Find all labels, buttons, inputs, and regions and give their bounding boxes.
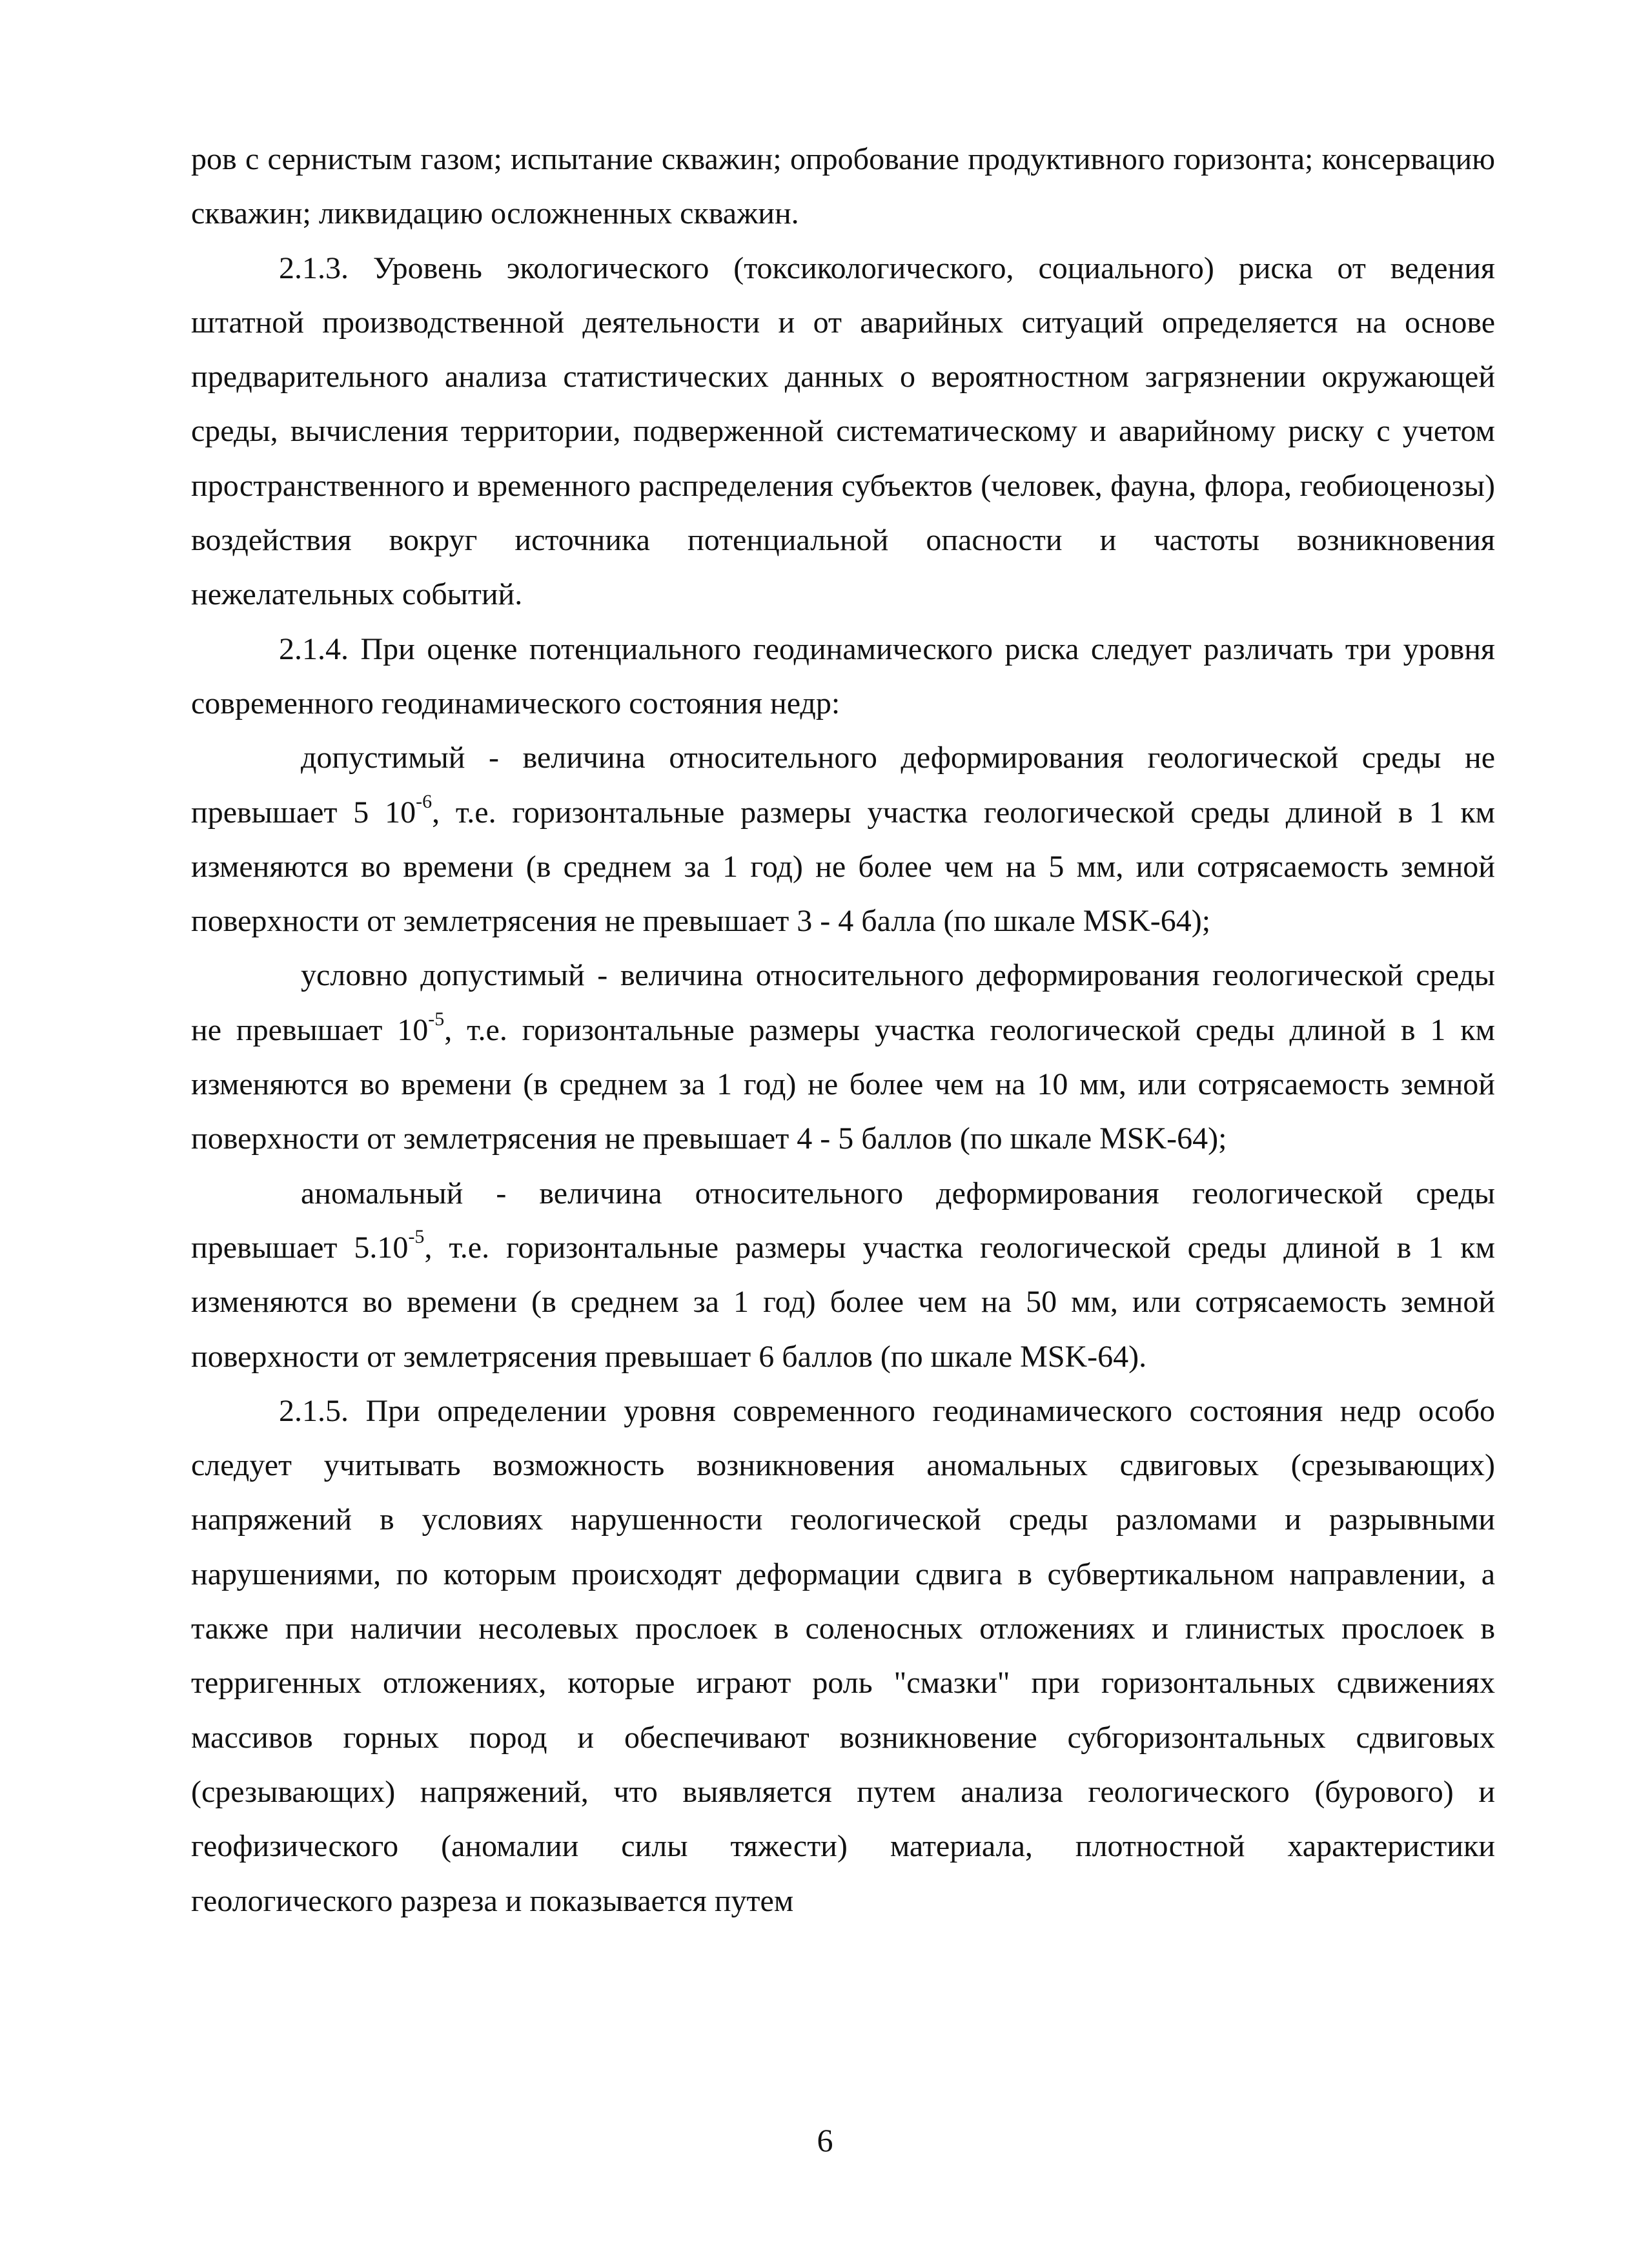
level-conditional-text-a: условно допустимый - величина относительного деформирования геологической среды не превышает 10 xyxy=(191,958,1495,1047)
level-permissible-text-b: , т.е. горизонтальные размеры участка геологической среды длиной в 1 км изменяются во времени (в среднем за 1 год) не более чем на 5 мм, или сотрясаемость земной поверхности от землетрясения не превышает 3 - 4 балла (по шкале MSK-64); xyxy=(191,795,1496,939)
level-conditional-text-b: , т.е. горизонтальные размеры участка геологической среды длиной в 1 км изменяются во времени (в среднем за 1 год) не более чем на 10 мм, или сотрясаемость земной поверхности от землетрясения не превышает 4 - 5 баллов (по шкале MSK-64); xyxy=(191,1012,1495,1156)
level-anomalous-text-b: , т.е. горизонтальные размеры участка геологической среды длиной в 1 км изменяются во времени (в среднем за 1 год) более чем на 50 мм, или сотрясаемость земной поверхности от землетрясения превышает 6 баллов (по шкале MSK-64). xyxy=(191,1230,1496,1374)
paragraph-2-1-4: 2.1.4. При оценке потенциального геодинамического риска следует различать три уровня современного геодинамического состояния недр: xyxy=(191,631,1495,720)
document-body xyxy=(191,132,1495,1928)
level-conditional-exponent: -5 xyxy=(428,1008,445,1030)
paragraph-continuation: ров с сернистым газом; испытание скважин; опробование продуктивного горизонта; консервацию скважин; ликвидацию осложненных скважин. xyxy=(191,142,1495,231)
level-anomalous-text-a: аномальный - величина относительного деформирования геологической среды превышает 5.10 xyxy=(191,1176,1495,1265)
level-permissible-text-a: допустимый - величина относительного деформирования геологической среды не превышает 5 10 xyxy=(191,741,1495,830)
page-number: 6 xyxy=(817,2122,833,2158)
level-permissible-exponent: -6 xyxy=(416,790,433,812)
paragraph-2-1-5: 2.1.5. При определении уровня современного геодинамического состояния недр особо следует учитывать возможность возникновения аномальных сдвиговых (срезывающих) напряжений в условиях нарушенности геологической среды разломами и разрывными нарушениями, по которым происходят деформации сдвига в субвертикальном направлении, а также при наличии несолевых прослоек в соленосных отложениях и глинистых прослоек в терригенных отложениях, которые играют роль "смазки" при горизонтальных сдвижениях массивов горных пород и обеспечивают возникновение субгоризонтальных сдвиговых (срезывающих) напряжений, что выявляется путем анализа геологического (бурового) и геофизического (аномалии силы тяжести) материала, плотностной характеристики геологического разреза и показывается путем xyxy=(191,1393,1495,1918)
level-anomalous-exponent: -5 xyxy=(408,1225,425,1247)
level-conditional xyxy=(191,948,1495,1166)
level-anomalous xyxy=(191,1167,1495,1384)
level-permissible xyxy=(191,731,1495,948)
paragraph-2-1-3: 2.1.3. Уровень экологического (токсикологического, социального) риска от ведения штатной производственной деятельности и от аварийных ситуаций определяется на основе предварительного анализа статистических данных о вероятностном загрязнении окружающей среды, вычисления территории, подверженной систематическому и аварийному риску с учетом пространственного и временного распределения субъектов (человек, фауна, флора, геобиоценозы) воздействия вокруг источника потенциальной опасности и частоты возникновения нежелательных событий. xyxy=(191,250,1495,612)
